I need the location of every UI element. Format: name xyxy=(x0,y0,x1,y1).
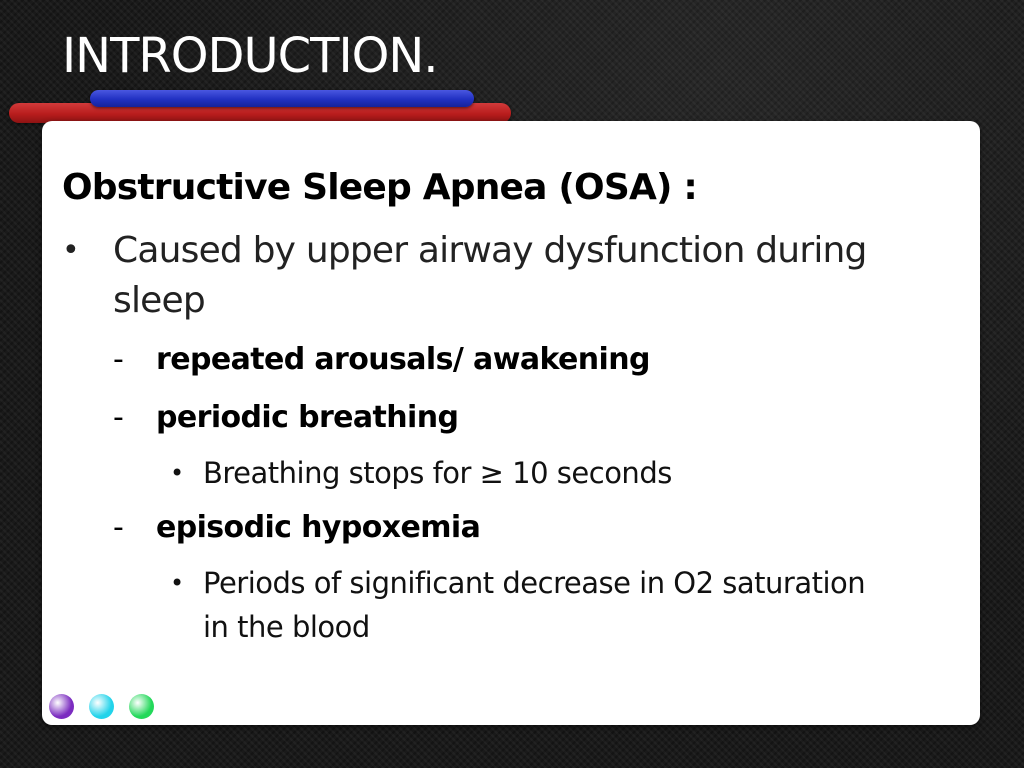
purple-dot-icon xyxy=(49,694,74,719)
sub-point-label: repeated arousals/ awakening xyxy=(156,342,650,377)
bullet-icon: • xyxy=(62,233,79,268)
detail-text: Breathing stops for ≥ 10 seconds xyxy=(203,456,672,490)
sub-point-label: episodic hypoxemia xyxy=(156,510,481,545)
cyan-dot-icon xyxy=(89,694,114,719)
green-dot-icon xyxy=(129,694,154,719)
main-point-text: Caused by upper airway dysfunction during sleep xyxy=(113,230,867,321)
dash-icon: - xyxy=(113,342,124,377)
sub-point-episodic-hypoxemia xyxy=(113,506,480,550)
sub-point-arousals xyxy=(113,338,650,382)
detail-breathing-stops xyxy=(170,451,890,495)
slide-title: INTRODUCTION. xyxy=(62,28,438,84)
blue-accent-stripe xyxy=(90,90,474,107)
dash-icon: - xyxy=(113,400,124,435)
detail-o2-saturation xyxy=(170,561,890,649)
osa-heading: Obstructive Sleep Apnea (OSA) : xyxy=(62,167,698,208)
bullet-icon: • xyxy=(170,569,184,597)
dash-icon: - xyxy=(113,510,124,545)
detail-text: Periods of significant decrease in O2 saturation in the blood xyxy=(203,566,866,644)
sub-point-periodic-breathing xyxy=(113,396,458,440)
main-bullet-item xyxy=(62,226,942,326)
bullet-icon: • xyxy=(170,459,184,487)
sub-point-label: periodic breathing xyxy=(156,400,459,435)
